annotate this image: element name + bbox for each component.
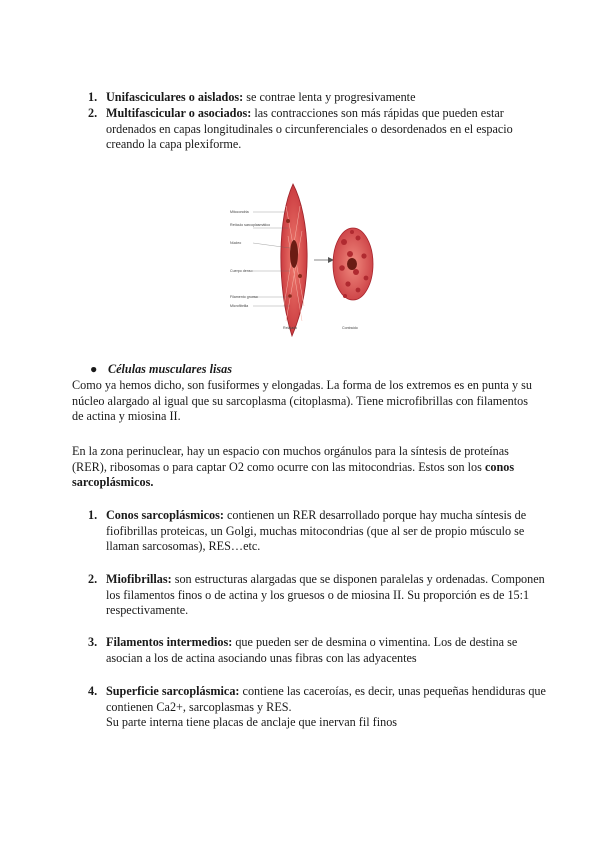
list-number: 2. <box>88 572 98 586</box>
label-microfibrilla: Microfibrilla <box>230 304 249 308</box>
list-item-conos <box>106 508 546 555</box>
definition: son estructuras alargadas que se disponen paralelas y ordenadas. Componen los filamentos finos o de actina y los gruesos o de miosina II. Su proporción es de 15:1 respectivamente. <box>106 572 545 617</box>
list-item-multifascicular <box>106 106 546 153</box>
paragraph-intro: Como ya hemos dicho, son fusiformes y elongadas. La forma de los extremos es en punta y su núcleo alargado al igual que su sarcoplasma (citoplasma). Tiene microfibrillas con filamentos de actina y miosina II. <box>72 378 532 423</box>
label-cuerpo-denso: Cuerpo denso <box>230 269 253 273</box>
list-item-filamentos <box>106 635 546 666</box>
definition: contienen un RER desarrollado porque hay mucha síntesis de fiofibrillas proteicas, un Golgi, muchas mitocondrias (que al ser de propio músculo se llaman sarcosomas), RES…etc. <box>106 508 527 553</box>
caption-relaxed: Relajado <box>283 326 298 330</box>
term: Unifasciculares o aislados: <box>106 90 244 104</box>
definition: contiene las caceroías, es decir, unas pequeñas hendiduras que contienen Ca2+, sarcoplasmas y RES. <box>106 684 546 714</box>
paragraph-perinuclear <box>72 444 532 491</box>
smooth-muscle-illustration <box>228 176 378 346</box>
list-item-miofibrillas <box>106 572 546 619</box>
list-number: 1. <box>88 90 98 104</box>
term: Filamentos intermedios: <box>106 635 233 649</box>
section-heading: Células musculares lisas <box>108 362 232 376</box>
nucleus <box>290 240 298 268</box>
bullet-icon: ● <box>90 362 98 376</box>
label-mitocondria: Mitocondria <box>230 210 249 214</box>
list-item-superficie <box>106 684 546 731</box>
paragraph-text: En la zona perinuclear, hay un espacio con muchos orgánulos para la síntesis de proteínas (RER), ribosomas o para captar O2 como ocurre con las mitocondrias. Estos son los <box>72 444 509 474</box>
arrow-icon <box>314 257 334 263</box>
term: Conos sarcoplásmicos: <box>106 508 224 522</box>
term: Superficie sarcoplásmica: <box>106 684 240 698</box>
caption-contracted: Contraído <box>342 326 358 330</box>
definition: que pueden ser de desmina o vimentina. Los de destina se asocian a los de actina asociando unas fibras con las adyacentes <box>106 635 518 665</box>
definition: se contrae lenta y progresivamente <box>243 90 416 104</box>
definition: las contracciones son más rápidas que pueden estar ordenados en capas longitudinales o circunferenciales o desordenados en el espacio creando la capa plexiforme. <box>106 106 513 151</box>
list-number: 2. <box>88 106 98 120</box>
label-nucleo: Núcleo <box>230 241 242 245</box>
extra-line: Su parte interna tiene placas de anclaje que inervan fil finos <box>106 715 398 729</box>
list-item-unifasciculares <box>106 90 546 106</box>
list-number: 4. <box>88 684 98 698</box>
term: Multifascicular o asociados: <box>106 106 252 120</box>
smooth-muscle-figure <box>228 176 378 346</box>
term: Miofibrillas: <box>106 572 172 586</box>
label-filamento-grueso: Filamento grueso <box>230 295 258 299</box>
paragraph-bold: conos sarcoplásmicos. <box>72 459 515 489</box>
list-number: 3. <box>88 635 98 649</box>
label-reticulo: Retículo sarcoplasmático <box>230 223 271 227</box>
list-number: 1. <box>88 508 98 522</box>
